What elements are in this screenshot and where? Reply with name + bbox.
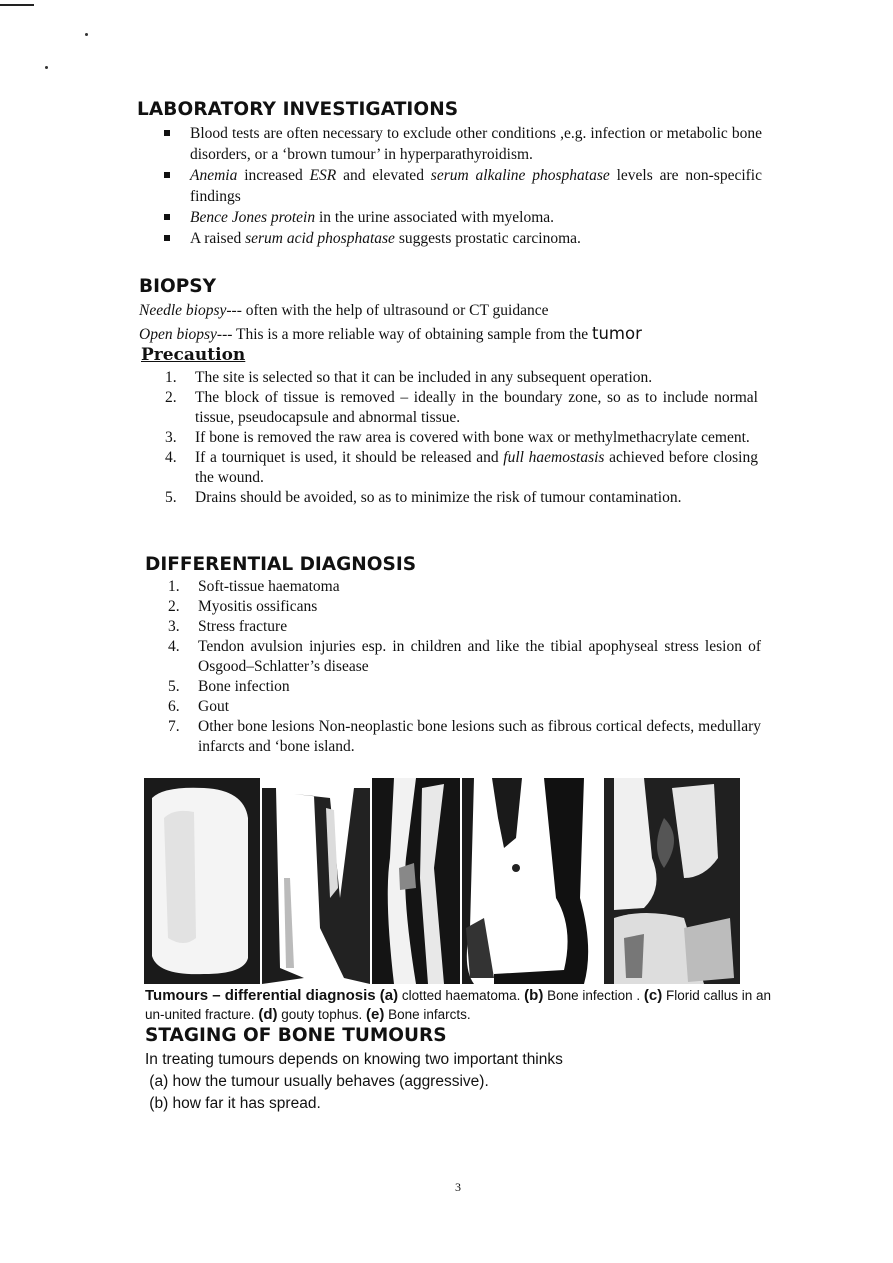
- item-number: 3.: [168, 618, 180, 635]
- staging-line: (a) how the tumour usually behaves (aggressive).: [145, 1073, 489, 1090]
- open-biopsy-text: --- This is a more reliable way of obtaining sample from the: [216, 326, 592, 343]
- needle-biopsy-line: [139, 300, 549, 321]
- text-run: Gout: [198, 698, 229, 715]
- needle-biopsy-text: --- often with the help of ultrasound or CT guidance: [226, 302, 549, 319]
- text-run: If bone is removed the raw area is covered with bone wax or methylmethacrylate cement.: [195, 429, 750, 446]
- caption-run: (c): [643, 987, 663, 1004]
- text-run: If a tourniquet is used, it should be released and: [195, 449, 504, 466]
- precaution-item: [165, 428, 758, 448]
- precaution-heading: Precaution: [141, 345, 246, 365]
- caption-run: clotted haematoma.: [398, 988, 525, 1003]
- differential-item: [168, 697, 761, 717]
- differential-heading: DIFFERENTIAL DIAGNOSIS: [145, 554, 417, 575]
- precaution-list: [165, 368, 758, 508]
- figure-caption: [145, 986, 775, 1024]
- item-number: 5.: [168, 678, 180, 695]
- xray-panel-a: [144, 778, 260, 984]
- text-run: Drains should be avoided, so as to minimize the risk of tumour contamination.: [195, 489, 682, 506]
- precaution-item: [165, 388, 758, 428]
- xray-figure: [144, 778, 740, 984]
- item-number: 1.: [168, 578, 180, 595]
- caption-run: Florid callus in an un-united fracture.: [145, 988, 772, 1022]
- differential-item: [168, 577, 761, 597]
- lab-bullet-item: [158, 123, 762, 165]
- text-run: A raised: [190, 230, 246, 247]
- xray-panel-e: [604, 778, 740, 984]
- top-rule: [0, 4, 34, 6]
- item-number: 4.: [165, 449, 177, 466]
- differential-list: [168, 577, 761, 757]
- text-run: increased: [237, 167, 310, 184]
- text-run: Blood tests are often necessary to exclude other conditions ,e.g. infection or metabolic bone disorders, or a ‘brown tumour’ in hyperparathyroidism.: [190, 125, 762, 163]
- precaution-item: [165, 448, 758, 488]
- lab-heading: LABORATORY INVESTIGATIONS: [137, 99, 459, 120]
- caption-run: gouty tophus.: [277, 1007, 367, 1022]
- caption-run: (d): [258, 1006, 278, 1023]
- caption-run: (e): [366, 1006, 385, 1023]
- text-run: ESR: [309, 167, 337, 184]
- lab-bullet-item: [158, 207, 762, 228]
- text-run: Myositis ossificans: [198, 598, 318, 615]
- xray-panel-d: [462, 778, 602, 984]
- open-biopsy-line: [139, 323, 642, 345]
- text-run: Tendon avulsion injuries esp. in children and like the tibial apophyseal stress lesion of Osgood–Schlatter’s disease: [198, 638, 761, 675]
- item-number: 6.: [168, 698, 180, 715]
- differential-item: [168, 637, 761, 677]
- staging-line: In treating tumours depends on knowing two important thinks: [145, 1051, 563, 1068]
- lab-bullet-item: [158, 228, 762, 249]
- open-biopsy-last-word: tumor: [591, 324, 642, 343]
- text-run: serum acid phosphatase: [245, 230, 395, 247]
- text-run: achieved before closing the wound.: [195, 449, 758, 486]
- caption-run: Bone infection .: [543, 988, 644, 1003]
- speck: [85, 33, 88, 36]
- staging-line: (b) how far it has spread.: [145, 1095, 321, 1112]
- text-run: Stress fracture: [198, 618, 288, 635]
- differential-item: [168, 717, 761, 757]
- text-run: suggests prostatic carcinoma.: [394, 230, 581, 247]
- lab-bullet-item: [158, 165, 762, 207]
- text-run: serum alkaline phosphatase: [430, 167, 610, 184]
- text-run: The site is selected so that it can be included in any subsequent operation.: [195, 369, 653, 386]
- item-number: 3.: [165, 429, 177, 446]
- biopsy-heading: BIOPSY: [139, 276, 216, 297]
- item-number: 2.: [165, 389, 177, 406]
- text-run: levels are non-specific findings: [190, 167, 762, 205]
- needle-biopsy-term: Needle biopsy: [139, 302, 227, 319]
- text-run: Soft-tissue haematoma: [198, 578, 340, 595]
- text-run: Bone infection: [198, 678, 290, 695]
- caption-run: Bone infarcts.: [384, 1007, 471, 1022]
- text-run: Bence Jones protein: [190, 209, 316, 226]
- lab-bullet-list: [158, 123, 762, 249]
- text-run: The block of tissue is removed – ideally in the boundary zone, so as to include normal tissue, pseudocapsule and abnormal tissue.: [195, 389, 758, 426]
- caption-title: Tumours – differential diagnosis: [145, 987, 376, 1004]
- item-number: 7.: [168, 718, 180, 735]
- item-number: 1.: [165, 369, 177, 386]
- staging-heading: STAGING OF BONE TUMOURS: [145, 1025, 447, 1046]
- text-run: Anemia: [190, 167, 238, 184]
- differential-item: [168, 617, 761, 637]
- xray-panel-b: [262, 778, 370, 984]
- text-run: in the urine associated with myeloma.: [315, 209, 555, 226]
- item-number: 4.: [168, 638, 180, 655]
- item-number: 2.: [168, 598, 180, 615]
- item-number: 5.: [165, 489, 177, 506]
- text-run: and elevated: [336, 167, 431, 184]
- precaution-item: [165, 368, 758, 388]
- text-run: Other bone lesions Non-neoplastic bone lesions such as fibrous cortical defects, medullary infarcts and ‘bone island.: [198, 718, 761, 755]
- differential-item: [168, 597, 761, 617]
- caption-run: (a): [375, 987, 399, 1004]
- staging-text: [145, 1049, 563, 1115]
- xray-panel-c: [372, 778, 460, 984]
- open-biopsy-term: Open biopsy: [139, 326, 217, 343]
- caption-run: (b): [524, 987, 544, 1004]
- precaution-item: [165, 488, 758, 508]
- text-run: full haemostasis: [503, 449, 605, 466]
- page-number: 3: [455, 1180, 461, 1194]
- speck: [45, 66, 48, 69]
- differential-item: [168, 677, 761, 697]
- xray-panels-image: [144, 778, 740, 984]
